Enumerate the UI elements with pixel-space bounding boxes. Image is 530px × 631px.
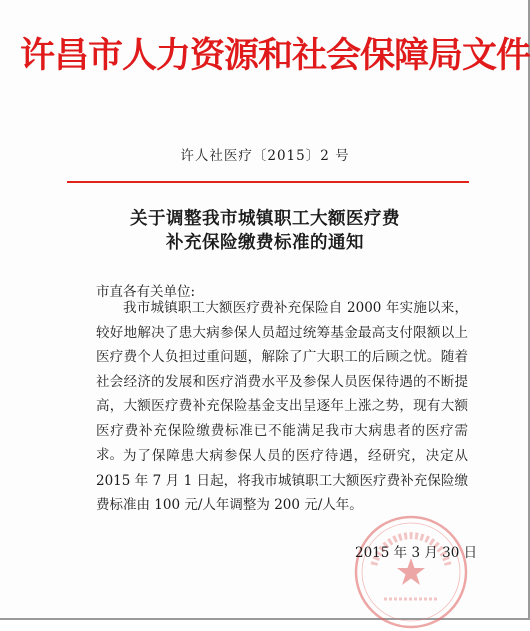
red-divider-line xyxy=(67,181,469,183)
issue-date: 2015 年 3 月 30 日 xyxy=(355,545,478,561)
salutation: 市直各有关单位: xyxy=(96,284,196,300)
body-paragraph-1: 我市城镇职工大额医疗费补充保险自 2000 年实施以来，较好地解决了患大病参保人员超过统筹基金最高支付限额以上医疗费个人负担过重问题，解除了广大职工的后顾之忧。随着社会经济的发展和医疗消费水平及参保人员医保待遇的不断提高，大额医疗费补充保险基金支出呈逐年上涨之势，现有大额医疗费补充保险缴费标准已不能满足我市大病患者的医疗需求。 xyxy=(96,300,468,463)
notice-title-line-1: 关于调整我市城镇职工大额医疗费 xyxy=(130,209,400,229)
document-number: 许人社医疗〔2015〕2 号 xyxy=(180,148,350,164)
body-paragraph-2: 为了保障患大病参保人员的医疗待遇，经研究，决定从 2015 年 7 月 1 日起，将我市城镇职工大额医疗费补充保险缴费标准由 100 元/人年调整为 200 元/人年。 xyxy=(96,448,468,513)
document-masthead: 许昌市人力资源和社会保障局文件 xyxy=(20,36,530,76)
official-seal-icon xyxy=(352,513,470,631)
notice-title-line-2: 补充保险缴费标准的通知 xyxy=(166,233,364,253)
